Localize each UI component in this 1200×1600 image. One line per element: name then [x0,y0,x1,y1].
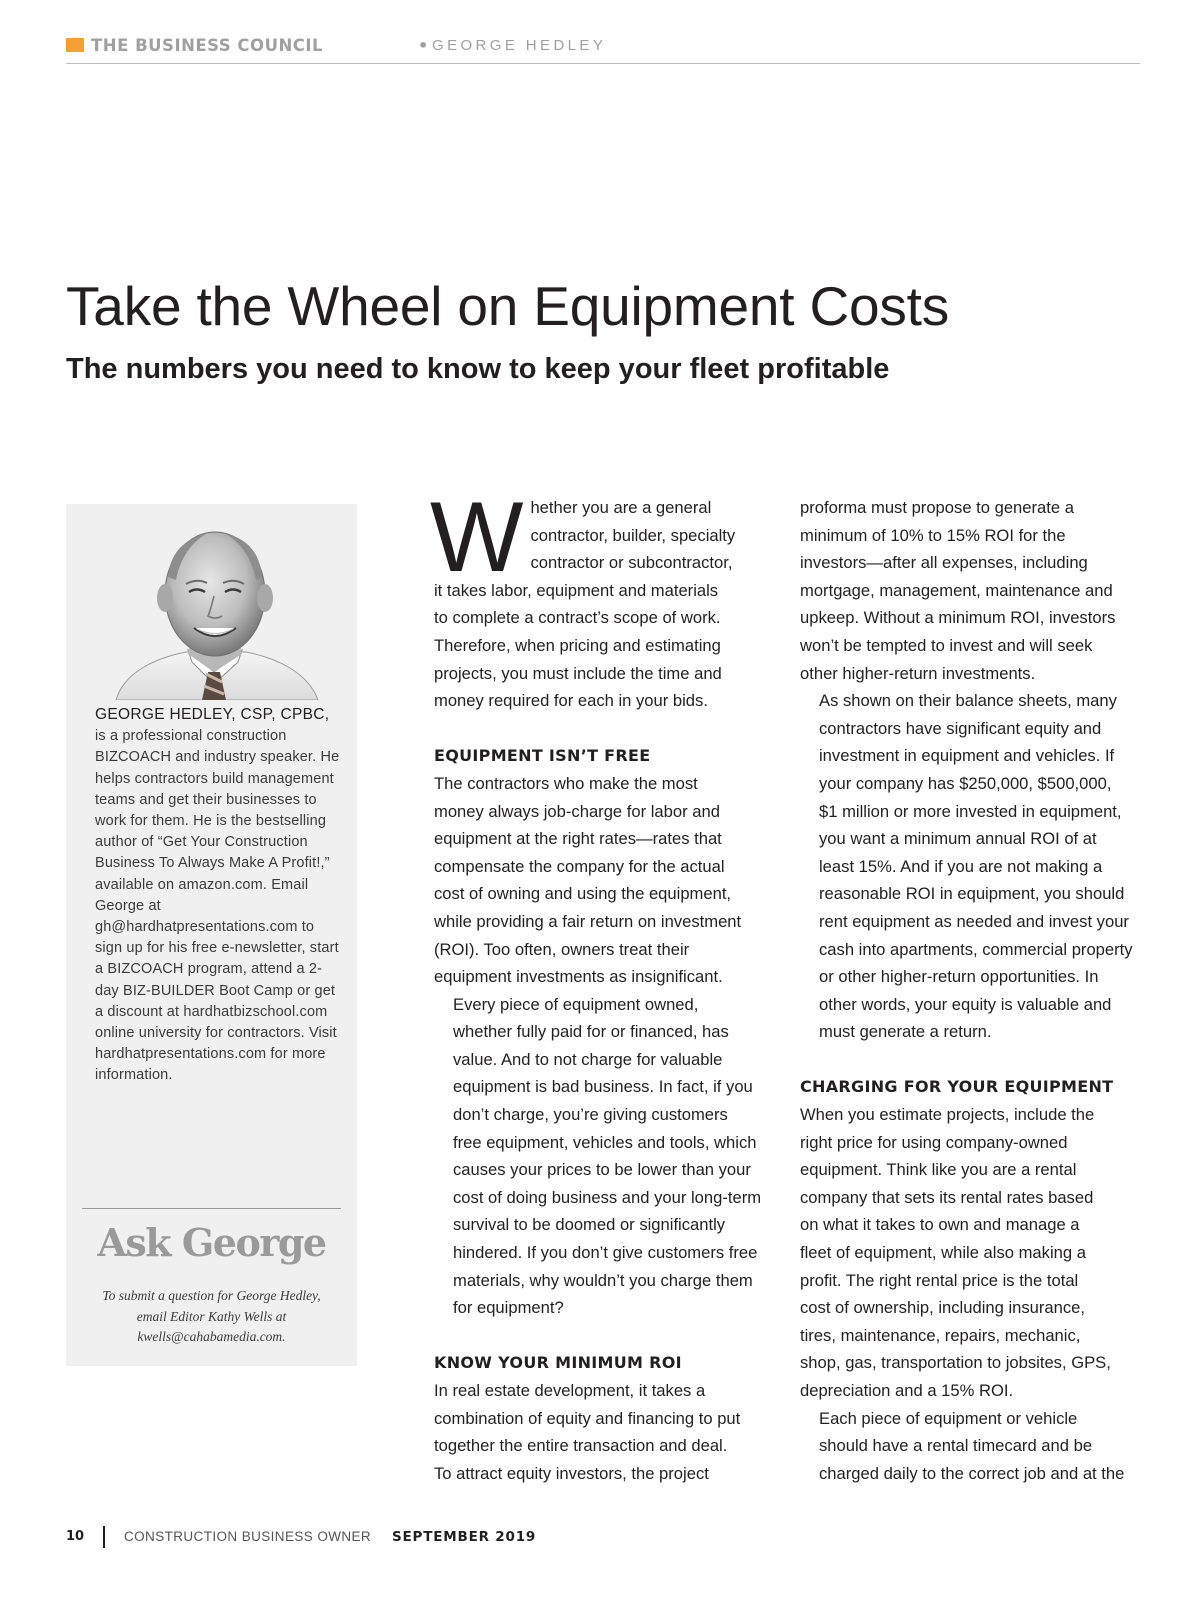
text-line: cost of doing business and your long-term [453,1187,762,1207]
section-heading-equipment-isnt-free: EQUIPMENT ISN’T FREE [434,746,651,766]
text-line: projects, you must include the time and [434,663,722,683]
text-line: value. And to not charge for valuable [453,1049,723,1069]
text-line: money required for each in your bids. [434,691,708,711]
author-portrait [96,522,332,700]
text-line: to complete a contract’s scope of work. [434,608,721,628]
article-column-2 [800,494,1142,1487]
text-line: contractor, builder, specialty [530,525,736,545]
text-line: cost of ownership, including insurance, [800,1298,1086,1318]
text-line: depreciation and a 15% ROI. [800,1381,1014,1400]
text-line: hether you are a general [530,498,712,517]
paragraph [434,1377,774,1487]
ask-george-note: To submit a question for George Hedley, email Editor Kathy Wells at kwells@cahabamedia.com. [102,1288,321,1344]
drop-cap: W [430,481,524,592]
text-line: materials, why wouldn’t you charge them [453,1270,753,1290]
text-line: equipment investments as insignificant. [434,967,723,987]
text-line: Every piece of equipment owned, [453,994,699,1014]
text-line: your company has $250,000, $500,000, [819,773,1112,793]
text-line: equipment at the right rates—rates that [434,829,722,849]
publication-name: CONSTRUCTION BUSINESS OWNER [124,1529,372,1544]
text-line: shop, gas, transportation to jobsites, GPS, [800,1353,1111,1373]
text-line: free equipment, vehicles and tools, which [453,1132,757,1152]
author-bio-name: GEORGE HEDLEY, CSP, CPBC, [95,706,330,723]
text-line: least 15%. And if you are not making a [819,856,1103,876]
text-line: while providing a fair return on investment [434,911,742,931]
text-line: don’t charge, you’re giving customers [453,1105,728,1125]
running-header [66,36,1140,64]
text-line: Therefore, when pricing and estimating [434,635,721,655]
sidebar-divider [82,1208,341,1209]
section-name: THE BUSINESS COUNCIL [91,36,324,55]
text-line: or other higher-return opportunities. In [819,967,1099,987]
text-line: investors—after all expenses, including [800,553,1088,573]
text-line: When you estimate projects, include the [800,1105,1095,1125]
text-line: money always job-charge for labor and [434,801,720,821]
section-marker [66,38,84,52]
article-subtitle: The numbers you need to know to keep your fleet profitable [66,353,890,385]
lead-paragraph [430,481,774,715]
issue-date: SEPTEMBER 2019 [392,1529,537,1545]
author-bio [95,704,341,1087]
section-heading-know-your-minimum-roi: KNOW YOUR MINIMUM ROI [434,1353,682,1373]
text-line: charged daily to the correct job and at the [819,1463,1125,1483]
text-line: cash into apartments, commercial property [819,939,1133,959]
text-line: whether fully paid for or financed, has [453,1022,729,1042]
text-line: reasonable ROI in equipment, you should [819,884,1125,904]
text-line: minimum of 10% to 15% ROI for the [800,525,1066,545]
text-line: must generate a return. [819,1022,992,1042]
text-line: hindered. If you don’t give customers free [453,1243,758,1263]
paragraph [800,1101,1142,1405]
text-line: equipment. Think like you are a rental [800,1160,1077,1180]
text-line: on what it takes to own and manage a [800,1215,1080,1235]
text-line: (ROI). Too often, owners treat their [434,939,690,959]
text-line: contractor or subcontractor, [530,553,733,573]
text-line: causes your prices to be lower than your [453,1160,751,1180]
footer-divider [103,1526,105,1548]
text-line: for equipment? [453,1298,564,1318]
text-line: survival to be doomed or significantly [453,1215,726,1235]
text-line: fleet of equipment, while also making a [800,1243,1086,1263]
text-line: should have a rental timecard and be [819,1436,1093,1456]
text-line: The contractors who make the most [434,773,698,793]
paragraph [800,687,1142,1046]
text-line: combination of equity and financing to put [434,1408,741,1428]
text-line: upkeep. Without a minimum ROI, investors [800,608,1116,628]
paragraph [800,1405,1142,1488]
text-line: other words, your equity is valuable and [819,994,1112,1014]
author-sidebar [66,504,357,1366]
text-line: rent equipment as needed and invest your [819,911,1129,931]
ask-george-title: Ask George [97,1220,326,1265]
text-line: you want a minimum annual ROI of at [819,829,1097,849]
page-number: 10 [66,1529,85,1544]
text-line: compensate the company for the actual [434,856,725,876]
article-title: Take the Wheel on Equipment Costs [66,275,950,337]
text-line: Each piece of equipment or vehicle [819,1408,1078,1428]
header-author: GEORGE HEDLEY [432,37,607,54]
text-line: As shown on their balance sheets, many [819,691,1117,711]
article-column-1 [430,481,774,1487]
text-line: equipment is bad business. In fact, if you [453,1077,753,1097]
text-line: right price for using company-owned [800,1132,1068,1152]
text-line: mortgage, management, maintenance and [800,580,1113,600]
paragraph [800,494,1142,687]
text-line: To attract equity investors, the project [434,1463,709,1483]
text-line: it takes labor, equipment and materials [434,580,719,600]
text-line: profit. The right rental price is the total [800,1270,1079,1290]
text-line: contractors have significant equity and [819,718,1102,738]
text-line: proforma must propose to generate a [800,498,1074,517]
text-line: In real estate development, it takes a [434,1381,706,1400]
text-line: cost of owning and using the equipment, [434,884,732,904]
paragraph [434,770,774,991]
paragraph [434,991,774,1322]
text-line: won’t be tempted to invest and will seek [800,635,1093,655]
text-line: tires, maintenance, repairs, mechanic, [800,1325,1081,1345]
author-bio-text: is a professional construction BIZCOACH and industry speaker. He helps contractors build management teams and get their businesses to work for them. He is the bestselling author of “Get Your Construction Business To Always Make A Profit!,” available on amazon.com. Email George at gh@hardhatpresentations.com to sign up for his free e-newsletter, start a BIZCOACH program, attend a 2-day BIZ-BUILDER Boot Camp or get a discount at hardhatbizschool.com online university for contractors. Visit hardhatpresentations.com for more information. [95,728,340,1084]
text-line: $1 million or more invested in equipment, [819,801,1122,821]
section-heading-charging-for-your-equipment: CHARGING FOR YOUR EQUIPMENT [800,1077,1114,1097]
text-line: investment in equipment and vehicles. If [819,746,1115,766]
header-separator: • [418,36,429,55]
text-line: together the entire transaction and deal. [434,1436,728,1456]
text-line: other higher-return investments. [800,663,1036,683]
text-line: company that sets its rental rates based [800,1187,1094,1207]
